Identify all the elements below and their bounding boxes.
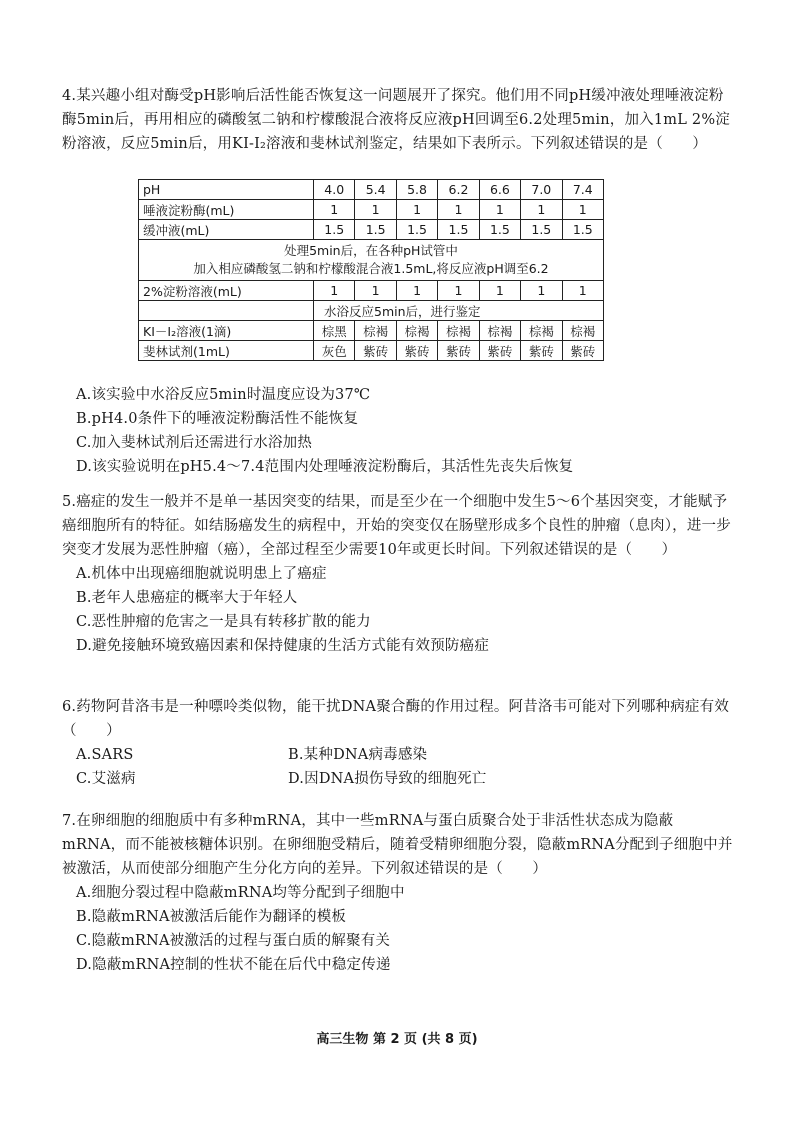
table-cell: 棕褐 <box>438 321 479 341</box>
empty-cell <box>139 301 314 321</box>
table-cell: 5.4 <box>355 180 396 200</box>
question-4-stem: 4.某兴趣小组对酶受pH影响后活性能否恢复这一问题展开了探究。他们用不同pH缓冲液处理唾液淀粉酶5min后，再用相应的磷酸氢二钠和柠檬酸混合液将反应液pH回调至6.2处理5min，加入1mL 2%淀粉溶液，反应5min后，用KI-I₂溶液和斐林试剂鉴定，结果如下表所示。下列叙述错误的是（ ） <box>62 88 731 152</box>
table-row-ph <box>139 180 604 200</box>
table-cell: 1 <box>562 281 603 301</box>
option-d[interactable]: D.隐蔽mRNA控制的性状不能在后代中稳定传递 <box>76 957 391 973</box>
table-cell: 5.8 <box>396 180 437 200</box>
table-cell: 棕褐 <box>396 321 437 341</box>
table-cell: 棕褐 <box>521 321 562 341</box>
process-note-line-2: 加入相应磷酸氢二钠和柠檬酸混合液1.5mL,将反应液pH调至6.2 <box>193 261 549 276</box>
option-b[interactable]: B.pH4.0条件下的唾液淀粉酶活性不能恢复 <box>76 411 359 427</box>
table-cell: 1.5 <box>438 220 479 240</box>
option-b[interactable]: B.某种DNA病毒感染 <box>288 747 428 763</box>
question-5-stem: 5.癌症的发生一般并不是单一基因突变的结果，而是至少在一个细胞中发生5～6个基因突变，才能赋予癌细胞所有的特征。如结肠癌发生的病程中，开始的突变仅在肠壁形成多个良性的肿瘤（息肉），进一步突变才发展为恶性肿瘤（癌），全部过程至少需要10年或更长时间。下列叙述错误的是（ ） <box>62 494 731 558</box>
question-5 <box>62 490 734 658</box>
table-cell: 紫砖 <box>355 341 396 361</box>
table-row-water-bath <box>139 301 604 321</box>
question-6-options <box>62 743 734 791</box>
table-cell: 1.5 <box>521 220 562 240</box>
table-cell: 棕褐 <box>562 321 603 341</box>
table-cell: 1 <box>479 281 520 301</box>
question-6-stem: 6.药物阿昔洛韦是一种嘌呤类似物，能干扰DNA聚合酶的作用过程。阿昔洛韦可能对下列哪种病症有效（ ） <box>62 699 730 739</box>
table-cell: 1.5 <box>562 220 603 240</box>
table-row-buffer <box>139 220 604 240</box>
row-label: 2%淀粉溶液(mL) <box>139 281 314 301</box>
row-label: 斐林试剂(1mL) <box>139 341 314 361</box>
table-cell: 1.5 <box>396 220 437 240</box>
option-c[interactable]: C.恶性肿瘤的危害之一是具有转移扩散的能力 <box>76 614 371 630</box>
table-cell: 1 <box>314 281 355 301</box>
option-b[interactable]: B.隐蔽mRNA被激活后能作为翻译的模板 <box>76 909 347 925</box>
table-cell: 紫砖 <box>562 341 603 361</box>
option-d[interactable]: D.因DNA损伤导致的细胞死亡 <box>288 771 487 787</box>
option-b[interactable]: B.老年人患癌症的概率大于年轻人 <box>76 590 298 606</box>
table-cell: 棕黑 <box>314 321 355 341</box>
table-cell: 1.5 <box>355 220 396 240</box>
table-row-enzyme <box>139 200 604 220</box>
table-cell: 1.5 <box>314 220 355 240</box>
table-cell: 1 <box>438 281 479 301</box>
option-c[interactable]: C.加入斐林试剂后还需进行水浴加热 <box>76 435 313 451</box>
table-cell: 棕褐 <box>355 321 396 341</box>
table-cell: 紫砖 <box>438 341 479 361</box>
question-7 <box>62 809 734 977</box>
table-cell: 1 <box>521 200 562 220</box>
table-cell: 1 <box>355 200 396 220</box>
question-4 <box>62 84 734 156</box>
row-label: pH <box>139 180 314 200</box>
row-label: 缓冲液(mL) <box>139 220 314 240</box>
table-row-process <box>139 240 604 281</box>
option-c[interactable]: C.艾滋病 <box>76 771 136 787</box>
table-cell: 紫砖 <box>521 341 562 361</box>
table-row-starch <box>139 281 604 301</box>
table-cell: 7.0 <box>521 180 562 200</box>
page-footer: 高三生物 第 2 页 (共 8 页) <box>316 1032 478 1047</box>
option-d[interactable]: D.避免接触环境致癌因素和保持健康的生活方式能有效预防癌症 <box>76 638 490 654</box>
row-label: 唾液淀粉酶(mL) <box>139 200 314 220</box>
table-cell: 1.5 <box>479 220 520 240</box>
table-cell: 1 <box>396 200 437 220</box>
table-cell: 紫砖 <box>479 341 520 361</box>
question-7-stem: 7.在卵细胞的细胞质中有多种mRNA，其中一些mRNA与蛋白质聚合处于非活性状态成为隐蔽mRNA，而不能被核糖体识别。在卵细胞受精后，随着受精卵细胞分裂，隐蔽mRNA分配到子细胞中并被激活，从而使部分细胞产生分化方向的差异。下列叙述错误的是（ ） <box>62 813 733 877</box>
table-cell: 灰色 <box>314 341 355 361</box>
table-cell: 棕褐 <box>479 321 520 341</box>
process-note-line-1: 处理5min后，在各种pH试管中 <box>284 243 458 258</box>
option-c[interactable]: C.隐蔽mRNA被激活的过程与蛋白质的解聚有关 <box>76 933 391 949</box>
process-note <box>139 240 604 281</box>
option-a[interactable]: A.SARS <box>76 747 134 763</box>
table-cell: 1 <box>314 200 355 220</box>
table-cell: 1 <box>479 200 520 220</box>
table-cell: 6.2 <box>438 180 479 200</box>
table-cell: 6.6 <box>479 180 520 200</box>
table-cell: 4.0 <box>314 180 355 200</box>
water-bath-note: 水浴反应5min后，进行鉴定 <box>314 301 604 321</box>
option-d[interactable]: D.该实验说明在pH5.4～7.4范围内处理唾液淀粉酶后，其活性先丧失后恢复 <box>76 459 574 475</box>
table-cell: 1 <box>521 281 562 301</box>
ph-experiment-table <box>138 179 604 361</box>
table-cell: 紫砖 <box>396 341 437 361</box>
question-6 <box>62 695 734 791</box>
option-a[interactable]: A.该实验中水浴反应5min时温度应设为37℃ <box>76 387 371 403</box>
option-a[interactable]: A.细胞分裂过程中隐蔽mRNA均等分配到子细胞中 <box>76 885 405 901</box>
table-cell: 7.4 <box>562 180 603 200</box>
table-cell: 1 <box>438 200 479 220</box>
table-row-fehling <box>139 341 604 361</box>
table-cell: 1 <box>396 281 437 301</box>
option-a[interactable]: A.机体中出现癌细胞就说明患上了癌症 <box>76 566 327 582</box>
table-cell: 1 <box>355 281 396 301</box>
row-label: KI－I₂溶液(1滴) <box>139 321 314 341</box>
question-4-options <box>62 383 734 479</box>
table-cell: 1 <box>562 200 603 220</box>
table-row-ki <box>139 321 604 341</box>
